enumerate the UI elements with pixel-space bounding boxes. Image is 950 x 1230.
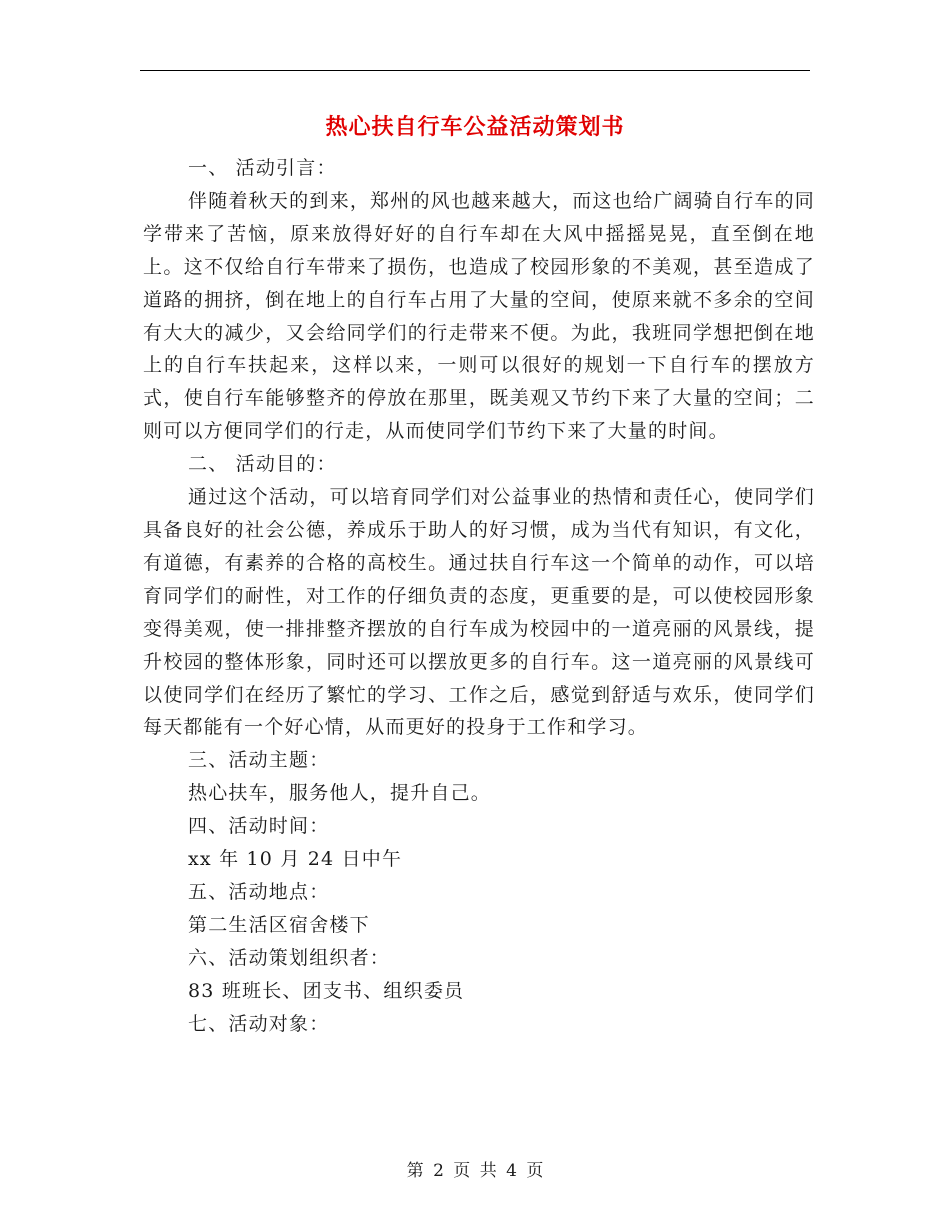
section-heading-location: 五、活动地点： <box>188 880 330 903</box>
section-paragraph-intro: 伴随着秋天的到来，郑州的风也越来越大，而这也给广阔骑自行车的同学带来了苦恼，原来放得好好的自行车却在大风中摇摇晃晃，直至倒在地上。这不仅给自行车带来了损伤，也造成了校园形象的不美观，甚至造成了道路的拥挤，倒在地上的自行车占用了大量的空间，使原来就不多余的空间有大大的减少，又会给同学们的行走带来不便。为此，我班同学想把倒在地上的自行车扶起来，这样以来，一则可以很好的规划一下自行车的摆放方式，使自行车能够整齐的停放在那里，既美观又节约下来了大量的空间；二则可以方便同学们的行走，从而使同学们节约下来了大量的时间。 <box>143 189 815 443</box>
section-value-organizers: 83 班班长、团支书、组织委员 <box>188 979 465 1002</box>
section-heading-purpose: 二、 活动目的： <box>188 453 337 476</box>
section-heading-organizers: 六、活动策划组织者： <box>188 946 391 969</box>
section-heading-theme: 三、活动主题： <box>188 749 330 772</box>
section-value-location: 第二生活区宿舍楼下 <box>188 913 370 936</box>
document-title: 热心扶自行车公益活动策划书 <box>325 114 625 140</box>
section-heading-audience: 七、活动对象： <box>188 1012 330 1035</box>
section-value-theme: 热心扶车，服务他人，提升自己。 <box>188 782 492 805</box>
section-heading-time: 四、活动时间： <box>188 815 330 838</box>
section-paragraph-purpose: 通过这个活动，可以培育同学们对公益事业的热情和责任心，使同学们具备良好的社会公德，养成乐于助人的好习惯，成为当代有知识，有文化，有道德，有素养的合格的高校生。通过扶自行车这一个简单的动作，可以培育同学们的耐性，对工作的仔细负责的态度，更重要的是，可以使校园形象变得美观，使一排排整齐摆放的自行车成为校园中的一道亮丽的风景线，提升校园的整体形象，同时还可以摆放更多的自行车。这一道亮丽的风景线可以使同学们在经历了繁忙的学习、工作之后，感觉到舒适与欢乐，使同学们每天都能有一个好心情，从而更好的投身于工作和学习。 <box>143 486 815 739</box>
section-heading-intro: 一、 活动引言： <box>188 157 337 179</box>
section-value-time: xx 年 10 月 24 日中午 <box>188 848 403 871</box>
header-rule <box>140 70 810 71</box>
page-footer: 第 2 页 共 4 页 <box>406 1161 544 1181</box>
document-body <box>143 152 815 1040</box>
